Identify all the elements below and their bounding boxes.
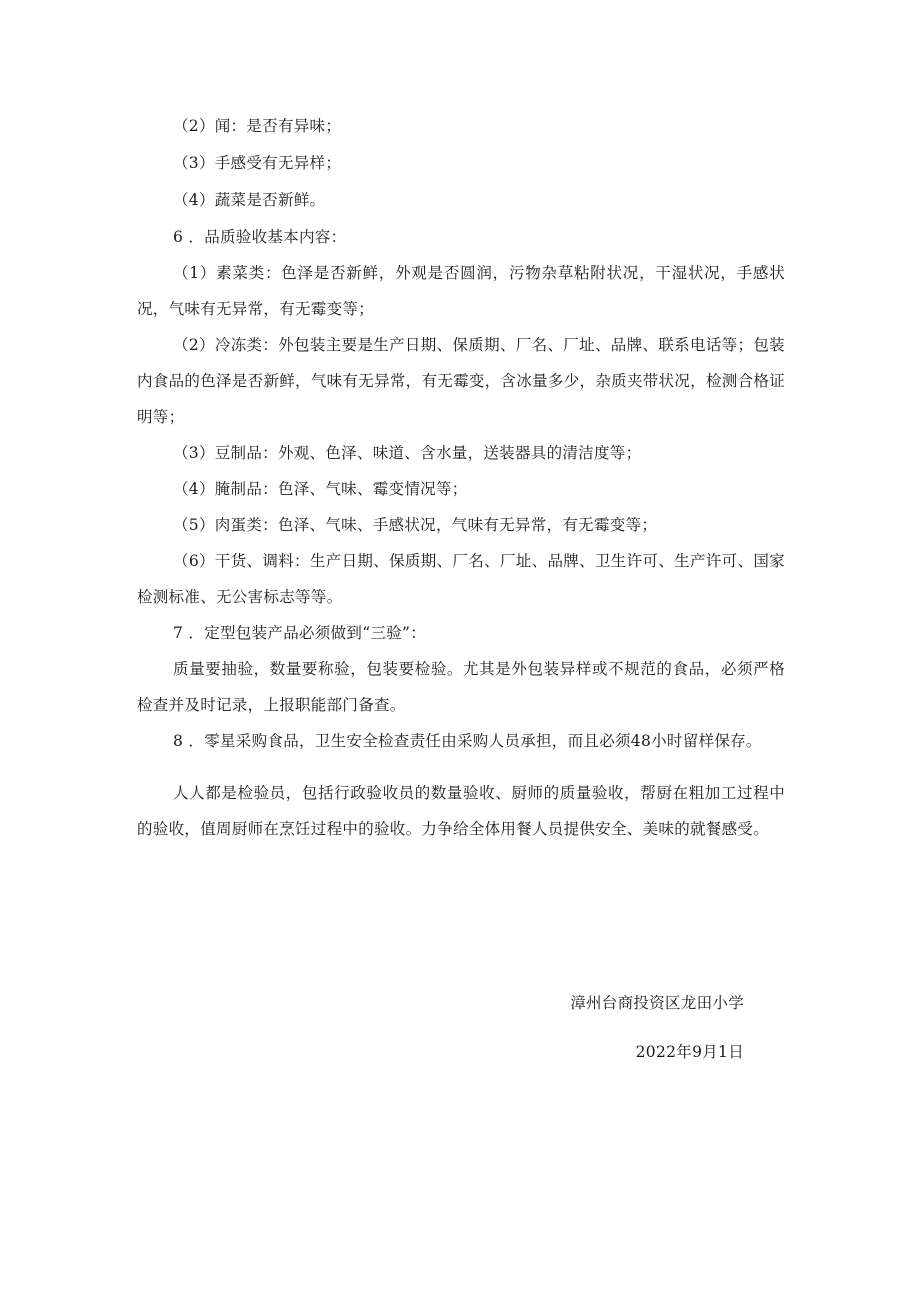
paragraph-vegetables: （1）素菜类：色泽是否新鲜，外观是否圆润，污物杂草粘附状况，干湿状况，手感状况，气味有无异常，有无霉变等； [137,264,785,318]
paragraph-packaged-heading: 7 ．定型包装产品必须做到“三验”： [173,624,427,642]
paragraph-vegetable-freshness: （4）蔬菜是否新鲜。 [173,191,326,209]
signature-organization: 漳州台商投资区龙田小学 [570,994,744,1012]
paragraph-frozen: （2）冷冻类：外包装主要是生产日期、保质期、厂名、厂址、品牌、联系电话等；包装内食品的色泽是否新鲜，气味有无异常，有无霉变，含冰量多少，杂质夹带状况，检测合格证明等； [137,336,785,426]
paragraph-meat-eggs: （5）肉蛋类：色泽、气味、手感状况，气味有无异常，有无霉变等； [173,516,658,534]
paragraph-sporadic-purchase: 8 ．零星采购食品，卫生安全检查责任由采购人员承担，而且必须48小时留样保存。 [173,732,762,750]
paragraph-dry-goods: （6）干货、调料：生产日期、保质期、厂名、厂址、品牌、卫生许可、生产许可、国家检测标准、无公害标志等等。 [137,552,785,606]
paragraph-quality-heading: 6 ．品质验收基本内容： [173,228,347,246]
paragraph-bean-products: （3）豆制品：外观、色泽、味道、含水量，送装器具的清洁度等； [173,444,642,462]
paragraph-pickled: （4）腌制品：色泽、气味、霉变情况等； [173,480,468,498]
document-body [137,108,785,847]
paragraph-packaged-detail: 质量要抽验，数量要称验，包装要检验。尤其是外包装异样或不规范的食品，必须严格检查并及时记录，上报职能部门备查。 [137,660,785,714]
signature-date: 2022年9月1日 [635,1043,744,1061]
paragraph-touch-check: （3）手感受有无异样； [173,154,342,172]
paragraph-everyone-inspector: 人人都是检验员，包括行政验收员的数量验收、厨师的质量验收，帮厨在粗加工过程中的验收，值周厨师在烹饪过程中的验收。力争给全体用餐人员提供安全、美味的就餐感受。 [137,784,785,838]
paragraph-smell-check: （2）闻：是否有异味； [173,117,342,135]
